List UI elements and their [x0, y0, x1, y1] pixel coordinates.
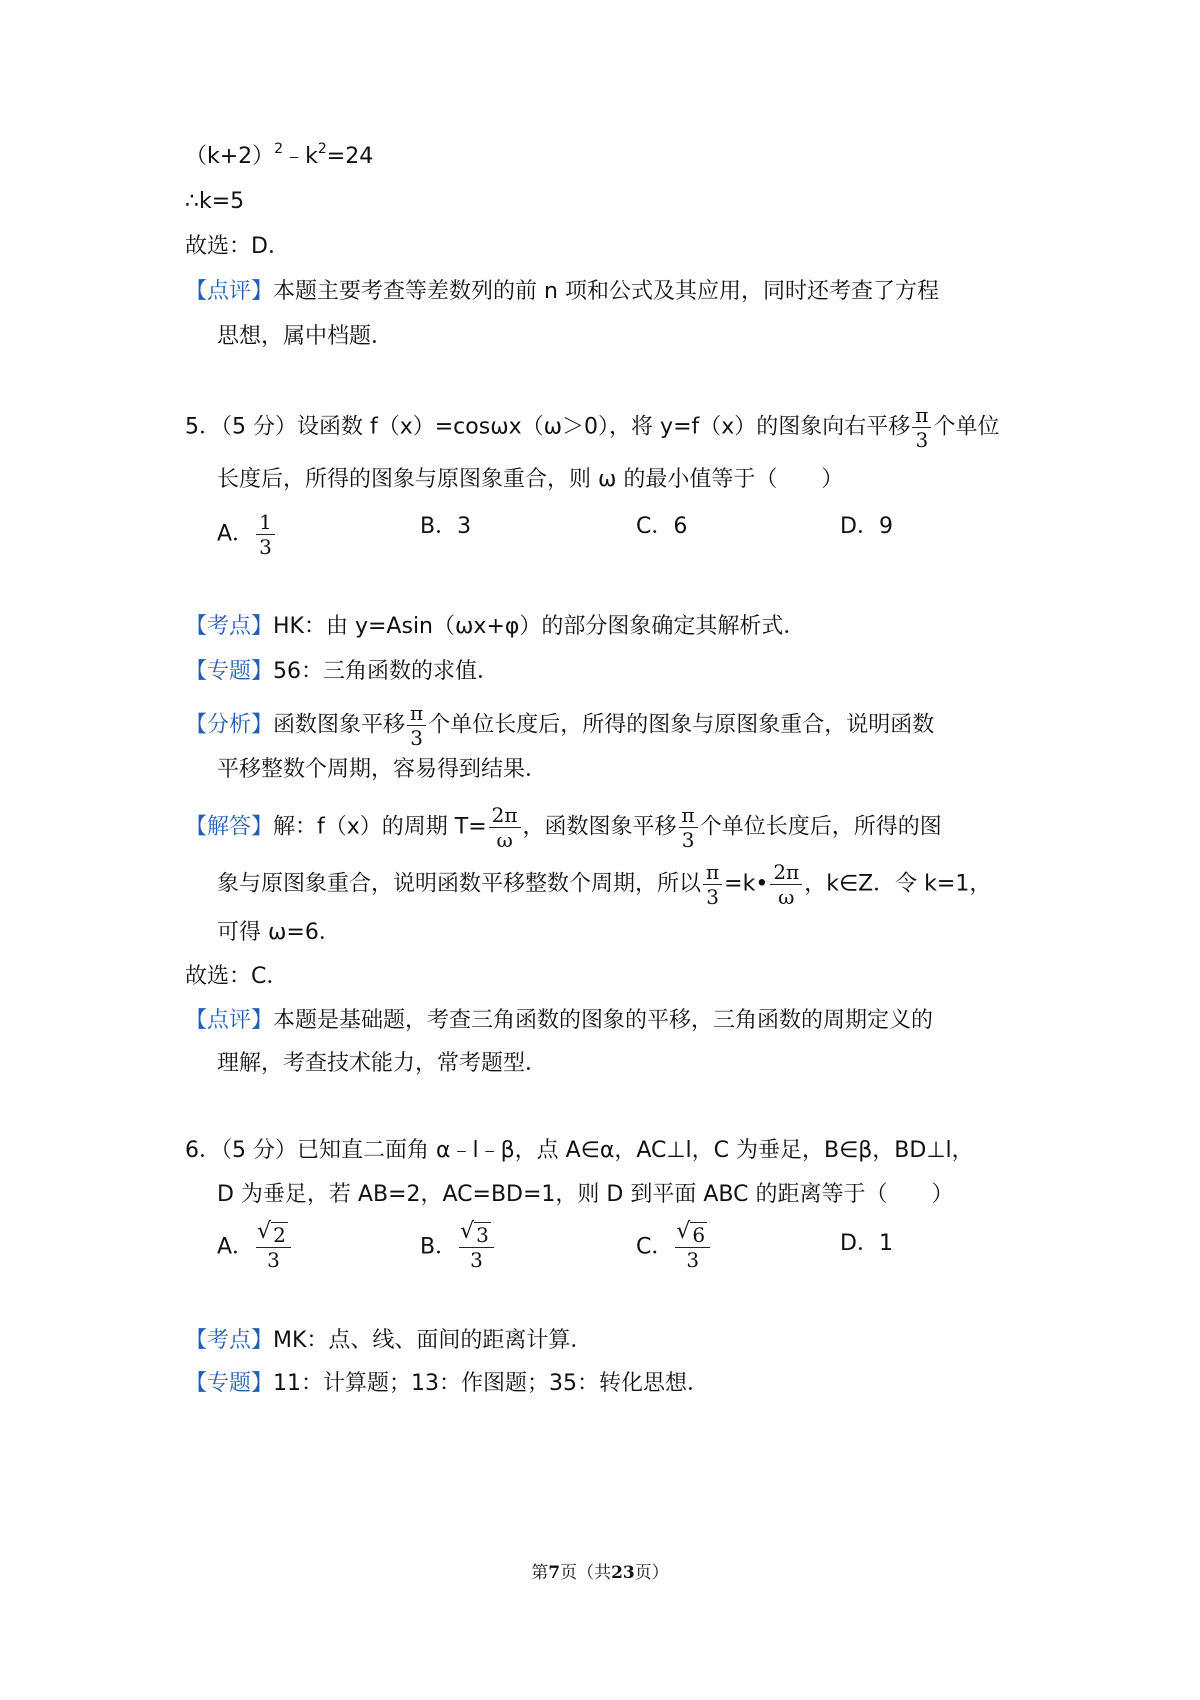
- total-pages: 23: [611, 1563, 635, 1583]
- solution-line2: 象与原图象重合，说明函数平移整数个周期，所以 $\frac{\pi}{3}$ =k• $\frac{2\pi}{\omega}$ ，k∈Z．令 k=1，: [217, 860, 992, 909]
- answer-q4: 故选：D．: [185, 234, 290, 259]
- question-5-stem-line2: 长度后，所得的图象与原图象重合，则 ω 的最小值等于（ ）: [217, 467, 844, 492]
- equation-line-1: $(k+2)^2﹣k^2=24$: [185, 141, 374, 169]
- topic-q6: 【专题】11：计算题；13：作图题；35：转化思想．: [185, 1371, 709, 1396]
- question-5-stem-line1: 5．（5 分）设函数 f（x）=cosωx（ω＞0），将 y=f（x）的图象向右平移 $\frac{\pi}{3}$ 个单位: [185, 403, 1000, 452]
- answer-q5: 故选：C．: [185, 964, 289, 989]
- option-a-q6: A． √ $\frac{2}{3}$: [217, 1225, 293, 1270]
- option-d: D．9: [840, 514, 893, 539]
- analysis-line1: 【分析】函数图象平移 $\frac{\pi}{3}$ 个单位长度后，所得的图象与原图象重合，说明函数: [185, 701, 935, 750]
- page-footer: 第7页（共23页）: [531, 1563, 669, 1583]
- equation-line-2: ∴k=5: [185, 189, 245, 214]
- review-q5-line2: 理解，考查技术能力，常考题型．: [217, 1051, 548, 1076]
- fraction-pi-over-3: $\frac{\pi}{3}$: [912, 405, 931, 450]
- solution-line3: 可得 ω=6．: [217, 920, 341, 945]
- option-d-q6: D．1: [840, 1231, 893, 1256]
- question-6-stem-line2: D 为垂足，若 AB=2，AC=BD=1，则 D 到平面 ABC 的距离等于（ ）: [217, 1182, 954, 1207]
- review-q4-line1: 【点评】本题主要考查等差数列的前 n 项和公式及其应用，同时还考查了方程: [185, 279, 939, 304]
- knowledge-point-q6: 【考点】MK：点、线、面间的距离计算．: [185, 1328, 593, 1353]
- option-a: A． $\frac{1}{3}$: [217, 512, 277, 557]
- option-b: B．3: [420, 514, 472, 539]
- analysis-line2: 平移整数个周期，容易得到结果．: [217, 757, 548, 782]
- knowledge-point-line: 【考点】HK：由 y=Asin（ωx+φ）的部分图象确定其解析式．: [185, 614, 806, 639]
- option-c: C．6: [636, 514, 688, 539]
- review-q4-line2: 思想，属中档题．: [217, 324, 394, 349]
- option-c-q6: C． √ $\frac{6}{3}$: [636, 1225, 712, 1270]
- topic-line: 【专题】56：三角函数的求值．: [185, 659, 500, 684]
- review-tag: 【点评】: [185, 279, 274, 304]
- question-6-stem-line1: 6．（5 分）已知直二面角 α﹣l﹣β，点 A∈α，AC⊥l，C 为垂足，B∈β，BD⊥l，: [185, 1138, 974, 1163]
- current-page-number: 7: [548, 1563, 561, 1583]
- option-b-q6: B． √ $\frac{3}{3}$: [420, 1225, 496, 1270]
- solution-line1: 【解答】解：f（x）的周期 T= $\frac{2\pi}{\omega}$ ，函数图象平移 $\frac{\pi}{3}$ 个单位长度后，所得的图: [185, 803, 942, 852]
- review-q5-line1: 【点评】本题是基础题，考查三角函数的图象的平移，三角函数的周期定义的: [185, 1008, 934, 1033]
